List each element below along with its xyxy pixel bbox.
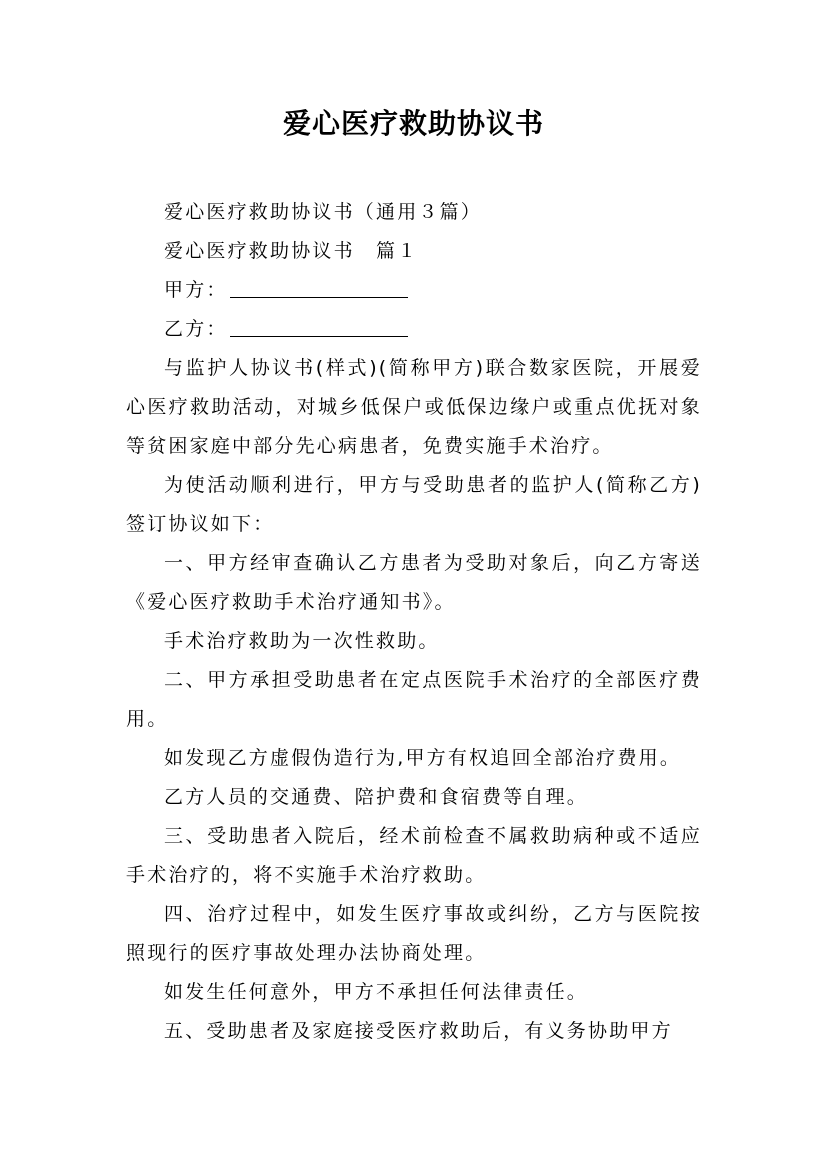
paragraph: 一、甲方经审查确认乙方患者为受助对象后，向乙方寄送《爱心医疗救助手术治疗通知书》。 [126,552,702,613]
paragraph: 三、受助患者入院后，经术前检查不属救助病种或不适应手术治疗的，将不实施手术治疗救助。 [126,825,702,886]
paragraph: 如发现乙方虚假伪造行为,甲方有权追回全部治疗费用。 [164,747,682,769]
document-body [126,193,702,1051]
paragraph: 与监护人协议书(样式)(简称甲方)联合数家医院，开展爱心医疗救助活动，对城乡低保户或低保边缘户或重点优抚对象等贫困家庭中部分先心病患者，免费实施手术治疗。 [126,357,702,457]
paragraph: 五、受助患者及家庭接受医疗救助后，有义务协助甲方 [164,1020,673,1042]
party-a-line [126,271,702,310]
section-heading: 爱心医疗救助协议书 篇１ [164,240,419,262]
party-a-blank [230,277,408,298]
party-b-blank [230,316,408,337]
paragraph: 手术治疗救助为一次性救助。 [164,630,440,652]
paragraph: 四、治疗过程中，如发生医疗事故或纠纷，乙方与医院按照现行的医疗事故处理办法协商处理。 [126,903,702,964]
paragraph: 为使活动顺利进行，甲方与受助患者的监护人(简称乙方)签订协议如下： [126,474,702,535]
document-subtitle: 爱心医疗救助协议书（通用３篇） [164,201,483,223]
paragraph: 如发生任何意外，甲方不承担任何法律责任。 [164,981,589,1003]
document-title: 爱心医疗救助协议书 [282,107,544,140]
party-a-label: 甲方： [164,279,228,301]
party-b-line [126,310,702,349]
paragraph: 二、甲方承担受助患者在定点医院手术治疗的全部医疗费用。 [126,669,702,730]
party-b-label: 乙方： [164,318,228,340]
paragraph: 乙方人员的交通费、陪护费和食宿费等自理。 [164,786,589,808]
